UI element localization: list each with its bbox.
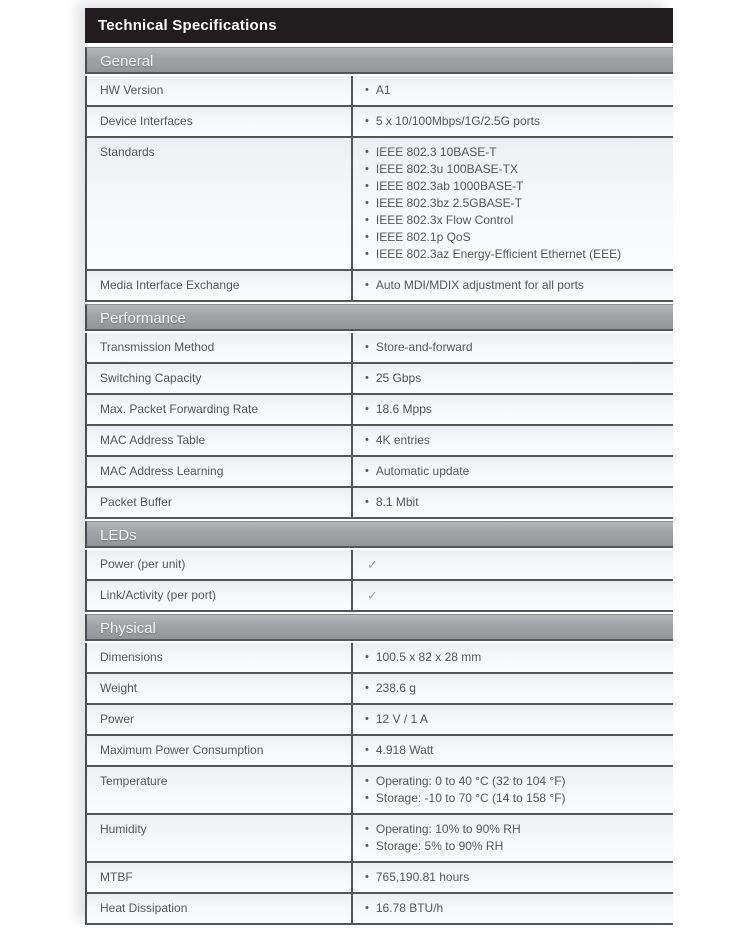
table-body [85,47,673,925]
bullet-icon: • [365,713,369,725]
table-title: Technical Specifications [85,8,673,43]
spec-value-text: 4K entries [375,433,430,447]
spec-value-text: Store-and-forward [375,340,473,354]
section-header-general: General [85,47,673,74]
technical-specifications-table [85,8,673,925]
bullet-icon: • [365,279,369,291]
spec-value-item [365,680,665,697]
bullet-icon: • [365,434,369,446]
spec-values [353,488,673,517]
spec-values [353,863,673,892]
spec-values [353,364,673,393]
bullet-icon: • [365,341,369,353]
spec-value-text: Operating: 10% to 90% RH [375,822,521,836]
bullet-icon: • [365,792,369,804]
bullet-icon: • [365,115,369,127]
spec-row-standards [85,138,673,271]
spec-row-hw-version [85,76,673,107]
spec-row-temperature [85,767,673,815]
spec-value-text: 5 x 10/100Mbps/1G/2.5G ports [375,114,540,128]
spec-label: Humidity [87,815,353,861]
spec-value-item [365,711,665,728]
spec-row-mtbf [85,863,673,894]
spec-value-item [365,339,665,356]
spec-values [353,705,673,734]
spec-values [353,426,673,455]
spec-row-heat-dissipation [85,894,673,925]
section-header-leds: LEDs [85,521,673,548]
bullet-icon: • [365,840,369,852]
spec-values [353,894,673,923]
spec-row-mac-address-learning [85,457,673,488]
spec-value-text: 100.5 x 82 x 28 mm [375,650,482,664]
bullet-icon: • [365,214,369,226]
spec-value-text: IEEE 802.1p QoS [375,230,471,244]
spec-values [353,333,673,362]
spec-values [353,550,673,579]
bullet-icon: • [365,403,369,415]
spec-value-item [365,246,665,263]
spec-values [353,643,673,672]
spec-value-item [365,212,665,229]
bullet-icon: • [365,84,369,96]
bullet-icon: • [365,651,369,663]
spec-values [353,271,673,300]
spec-value-text: IEEE 802.3bz 2.5GBASE-T [375,196,522,210]
spec-label: Device Interfaces [87,107,353,136]
spec-value-text: Auto MDI/MDIX adjustment for all ports [375,278,584,292]
spec-value-item [365,869,665,886]
spec-value-item [365,838,665,855]
bullet-icon: • [365,496,369,508]
spec-row-power-per-unit [85,550,673,581]
spec-label: Transmission Method [87,333,353,362]
spec-label: Media Interface Exchange [87,271,353,300]
spec-value-item [365,195,665,212]
bullet-icon: • [365,372,369,384]
spec-label: Standards [87,138,353,269]
spec-values [353,674,673,703]
spec-label: Switching Capacity [87,364,353,393]
bullet-icon: • [365,231,369,243]
check-icon: ✓ [367,557,378,572]
spec-label: Maximum Power Consumption [87,736,353,765]
spec-value-item [365,773,665,790]
section-header-performance: Performance [85,304,673,331]
spec-value-text: Operating: 0 to 40 °C (32 to 104 °F) [375,774,566,788]
spec-values [353,815,673,861]
spec-value-item [365,82,665,99]
spec-value-text: A1 [375,83,391,97]
spec-label: HW Version [87,76,353,105]
spec-value-text: IEEE 802.3x Flow Control [375,213,514,227]
spec-label: Heat Dissipation [87,894,353,923]
bullet-icon: • [365,871,369,883]
spec-value-item [365,790,665,807]
bullet-icon: • [365,902,369,914]
spec-value-item [365,821,665,838]
bullet-icon: • [365,163,369,175]
spec-row-weight [85,674,673,705]
spec-label: Dimensions [87,643,353,672]
spec-value-text: Storage: -10 to 70 °C (14 to 158 °F) [375,791,566,805]
spec-row-mac-address-table [85,426,673,457]
spec-label: Temperature [87,767,353,813]
spec-row-packet-buffer [85,488,673,519]
spec-value-item [365,144,665,161]
spec-value-item [365,229,665,246]
spec-values [353,736,673,765]
spec-value-item [365,494,665,511]
spec-row-max-packet-forwarding-rate [85,395,673,426]
spec-value-item [365,277,665,294]
spec-label: Packet Buffer [87,488,353,517]
spec-label: Link/Activity (per port) [87,581,353,610]
section-header-physical: Physical [85,614,673,641]
spec-row-maximum-power-consumption [85,736,673,767]
spec-label: MAC Address Learning [87,457,353,486]
spec-value-text: IEEE 802.3 10BASE-T [375,145,497,159]
spec-value-item [365,900,665,917]
spec-value-text: IEEE 802.3u 100BASE-TX [375,162,518,176]
spec-row-device-interfaces [85,107,673,138]
bullet-icon: • [365,146,369,158]
spec-value-text: 4.918 Watt [375,743,434,757]
spec-row-transmission-method [85,333,673,364]
check-icon: ✓ [367,588,378,603]
spec-value-item [365,401,665,418]
spec-values [353,581,673,610]
spec-values [353,395,673,424]
spec-row-dimensions [85,643,673,674]
spec-value-item [365,587,665,604]
spec-value-item [365,463,665,480]
spec-value-item [365,161,665,178]
bullet-icon: • [365,465,369,477]
spec-values [353,767,673,813]
spec-value-text: 8.1 Mbit [375,495,419,509]
spec-values [353,76,673,105]
bullet-icon: • [365,744,369,756]
spec-value-item [365,649,665,666]
spec-row-humidity [85,815,673,863]
bullet-icon: • [365,775,369,787]
spec-row-media-interface-exchange [85,271,673,302]
spec-value-item [365,113,665,130]
spec-values [353,138,673,269]
bullet-icon: • [365,197,369,209]
spec-value-text: 16.78 BTU/h [375,901,444,915]
spec-label: MTBF [87,863,353,892]
spec-label: Power (per unit) [87,550,353,579]
spec-row-link-activity-per-port [85,581,673,612]
spec-value-item [365,370,665,387]
spec-label: MAC Address Table [87,426,353,455]
spec-label: Power [87,705,353,734]
spec-value-text: 25 Gbps [375,371,422,385]
spec-value-text: Storage: 5% to 90% RH [375,839,504,853]
bullet-icon: • [365,682,369,694]
spec-value-item [365,556,665,573]
spec-values [353,107,673,136]
spec-row-switching-capacity [85,364,673,395]
spec-value-text: 238.6 g [375,681,416,695]
spec-value-item [365,178,665,195]
bullet-icon: • [365,823,369,835]
spec-label: Weight [87,674,353,703]
spec-value-text: IEEE 802.3az Energy-Efficient Ethernet (EEE) [375,247,622,261]
spec-row-power [85,705,673,736]
spec-label: Max. Packet Forwarding Rate [87,395,353,424]
spec-value-text: IEEE 802.3ab 1000BASE-T [375,179,524,193]
spec-value-text: 12 V / 1 A [375,712,428,726]
spec-value-item [365,432,665,449]
spec-value-text: 18.6 Mpps [375,402,432,416]
spec-value-item [365,742,665,759]
bullet-icon: • [365,180,369,192]
spec-values [353,457,673,486]
spec-value-text: Automatic update [375,464,470,478]
spec-value-text: 765,190.81 hours [375,870,470,884]
bullet-icon: • [365,248,369,260]
